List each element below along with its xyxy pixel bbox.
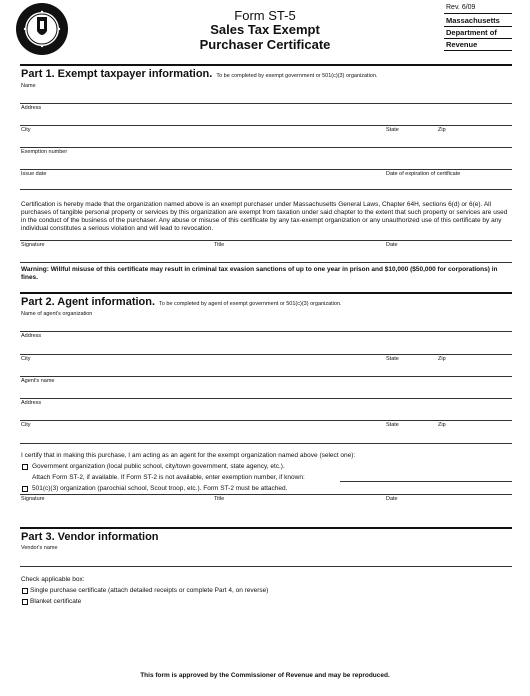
- agent-org-city-state-zip-field[interactable]: [20, 376, 512, 377]
- agency-rule: [444, 50, 512, 51]
- address-label: Address: [21, 105, 42, 111]
- form-title-line1: Sales Tax Exempt: [210, 22, 320, 37]
- exemption-number-input[interactable]: [340, 481, 512, 482]
- address-field[interactable]: [20, 125, 512, 126]
- agent-org-address-field[interactable]: [20, 354, 512, 355]
- 501c3-org-checkbox[interactable]: [22, 486, 28, 492]
- part1-heading: [21, 68, 377, 80]
- agent-address-label: Address: [21, 400, 42, 406]
- part2-heading: [21, 296, 342, 308]
- agent-date-label: Date: [386, 496, 398, 502]
- part2-title: Part 2. Agent information.: [21, 296, 156, 308]
- agent-certify-text: I certify that in making this purchase, I am acting as an agent for the exempt organization named above (select one):: [21, 452, 356, 459]
- exemption-number-field[interactable]: [20, 169, 512, 170]
- agent-org-state-label: State: [386, 356, 399, 362]
- agency-line-2: Department of: [446, 28, 497, 37]
- check-applicable-text: Check applicable box:: [21, 576, 85, 583]
- agency-line-3: Revenue: [446, 40, 478, 49]
- section-divider: [20, 64, 512, 66]
- agent-city-label: City: [21, 422, 31, 428]
- form-title-line2: Purchaser Certificate: [199, 37, 331, 52]
- part2-subtitle: To be completed by agent of exempt government or 501(c)(3) organization.: [159, 301, 342, 307]
- 501c3-org-option-label: 501(c)(3) organization (parochial school, Scout troop, etc.). Form ST-2 must be attached.: [32, 485, 288, 492]
- part1-subtitle: To be completed by exempt government or 501(c)(3) organization.: [216, 73, 378, 79]
- agent-org-name-label: Name of agent's organization: [21, 311, 93, 317]
- agent-org-city-label: City: [21, 356, 31, 362]
- single-purchase-label: Single purchase certificate (attach detailed receipts or complete Part 4, on reverse): [30, 587, 269, 594]
- government-org-checkbox[interactable]: [22, 464, 28, 470]
- vendor-name-label: Vendor's name: [21, 545, 58, 551]
- form-number: Form ST-5: [234, 8, 296, 23]
- part3-title: Part 3. Vendor information: [21, 531, 159, 543]
- agent-org-zip-label: Zip: [438, 356, 446, 362]
- city-label: City: [21, 127, 31, 133]
- expiration-date-label: Date of expiration of certificate: [386, 171, 461, 177]
- warning-text: Warning: Willful misuse of this certificate may result in criminal tax evasion sanctions of up to one year in prison and $10,000 ($50,000 for corporations) in fines.: [21, 266, 498, 281]
- signature-label: Signature: [21, 242, 45, 248]
- agent-title-label: Title: [214, 496, 225, 502]
- agency-line-1: Massachusetts: [446, 16, 500, 25]
- agent-zip-label: Zip: [438, 422, 446, 428]
- footer-approval-text: This form is approved by the Commissioner of Revenue and may be reproduced.: [140, 672, 390, 679]
- agent-address-field[interactable]: [20, 420, 512, 421]
- agency-rule: [444, 38, 512, 39]
- date-label: Date: [386, 242, 398, 248]
- part1-title: Part 1. Exempt taxpayer information.: [21, 68, 213, 80]
- vendor-name-field[interactable]: [20, 566, 512, 567]
- attach-st2-text: Attach Form ST-2, if available. If Form ST-2 is not available, enter exemption number, if known:: [32, 474, 305, 481]
- city-state-zip-field[interactable]: [20, 147, 512, 148]
- issue-date-label: Issue date: [21, 171, 47, 177]
- blanket-certificate-checkbox[interactable]: [22, 599, 28, 605]
- agency-rule: [444, 13, 512, 14]
- section-divider: [20, 527, 512, 529]
- agent-state-label: State: [386, 422, 399, 428]
- agent-signature-line[interactable]: [20, 494, 512, 495]
- section-divider: [20, 292, 512, 294]
- exemption-number-label: Exemption number: [21, 149, 68, 155]
- signature-line[interactable]: [20, 240, 512, 241]
- agent-city-state-zip-field[interactable]: [20, 443, 512, 444]
- government-org-option-label: Government organization (local public school, city/town government, state agency, etc.).: [32, 463, 285, 470]
- agent-name-label: Agent's name: [21, 378, 55, 384]
- name-label: Name: [21, 83, 36, 89]
- name-field[interactable]: [20, 103, 512, 104]
- zip-label: Zip: [438, 127, 446, 133]
- blanket-certificate-label: Blanket certificate: [30, 598, 82, 605]
- agent-name-field[interactable]: [20, 398, 512, 399]
- agent-org-name-field[interactable]: [20, 331, 512, 332]
- revision-date: Rev. 6/09: [446, 4, 476, 11]
- single-purchase-checkbox[interactable]: [22, 588, 28, 594]
- issue-date-field[interactable]: [20, 189, 512, 190]
- state-label: State: [386, 127, 399, 133]
- certification-paragraph: Certification is hereby made that the organization named above is an exempt purchaser under Massachusetts General Laws, Chapter 64H, sections 6(d) or 6(e). All purchases of tangible personal property or services by this organization are exempt from taxation under said chapter to the extent that such property or services are used in the conduct of the business of the purchaser. Any abuse or misuse of this certificate by any tax-exempt organization or any unauthorized use of this certificate by any individual constitutes a serious violation and will lead to revocation.: [21, 201, 508, 232]
- section-divider: [20, 262, 512, 263]
- agent-org-address-label: Address: [21, 333, 42, 339]
- agency-rule: [444, 26, 512, 27]
- agent-signature-label: Signature: [21, 496, 45, 502]
- title-label: Title: [214, 242, 225, 248]
